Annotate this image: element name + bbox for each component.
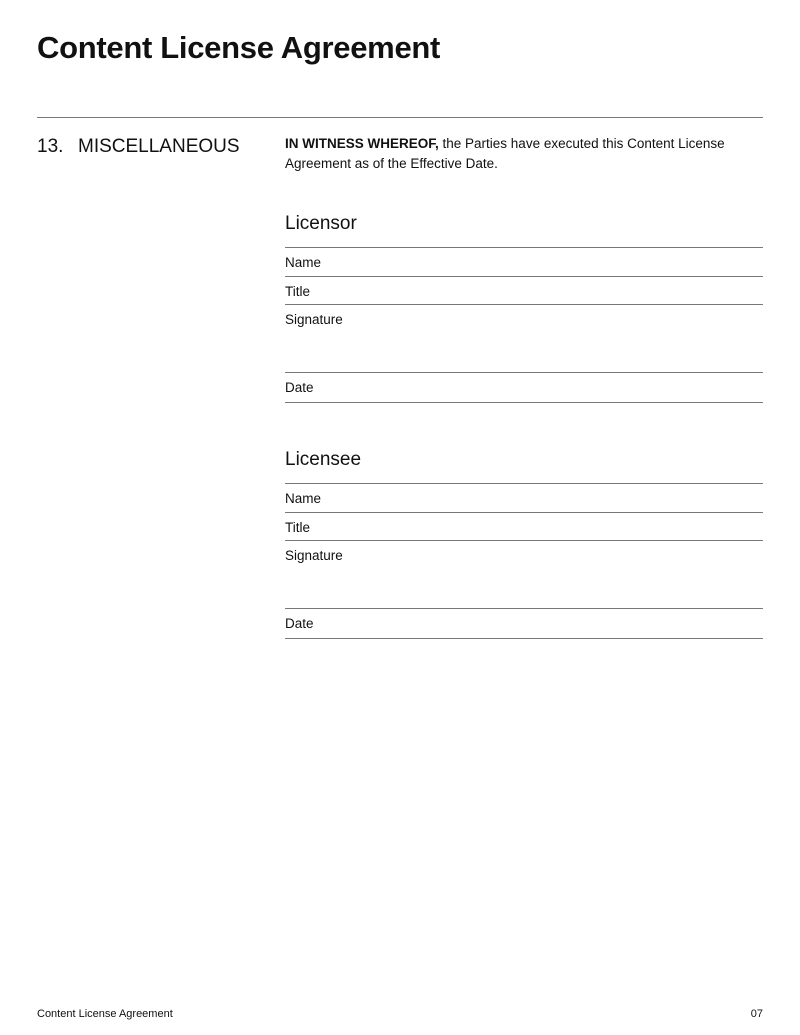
licensee-heading: Licensee xyxy=(285,448,763,484)
licensee-name-label: Name xyxy=(285,491,322,506)
licensee-signature-label: Signature xyxy=(285,548,343,563)
licensor-signature-field[interactable] xyxy=(285,305,763,373)
licensor-signature-block xyxy=(285,212,763,403)
licensor-name-field[interactable] xyxy=(285,248,763,277)
licensee-title-field[interactable] xyxy=(285,513,763,541)
licensee-date-label: Date xyxy=(285,616,314,631)
witness-paragraph xyxy=(285,134,745,174)
licensor-date-label: Date xyxy=(285,380,314,395)
licensee-signature-field[interactable] xyxy=(285,541,763,609)
section-title: MISCELLANEOUS xyxy=(78,136,240,157)
licensor-title-label: Title xyxy=(285,284,311,299)
title-divider xyxy=(37,117,763,118)
witness-bold-lead: IN WITNESS WHEREOF, xyxy=(285,136,439,151)
document-title: Content License Agreement xyxy=(37,30,441,65)
section-number: 13. xyxy=(37,136,64,157)
licensor-heading: Licensor xyxy=(285,212,763,248)
licensor-title-field[interactable] xyxy=(285,277,763,305)
licensor-date-field[interactable] xyxy=(285,373,763,403)
witness-text: the Parties have executed this Content License Agreement as of the Effective Date. xyxy=(285,136,725,171)
footer-page-number: 07 xyxy=(750,1008,763,1020)
licensee-title-label: Title xyxy=(285,520,311,535)
licensor-name-label: Name xyxy=(285,255,322,270)
licensor-signature-label: Signature xyxy=(285,312,343,327)
licensee-date-field[interactable] xyxy=(285,609,763,639)
licensee-signature-block xyxy=(285,448,763,639)
licensee-name-field[interactable] xyxy=(285,484,763,513)
footer-document-name: Content License Agreement xyxy=(37,1008,173,1020)
